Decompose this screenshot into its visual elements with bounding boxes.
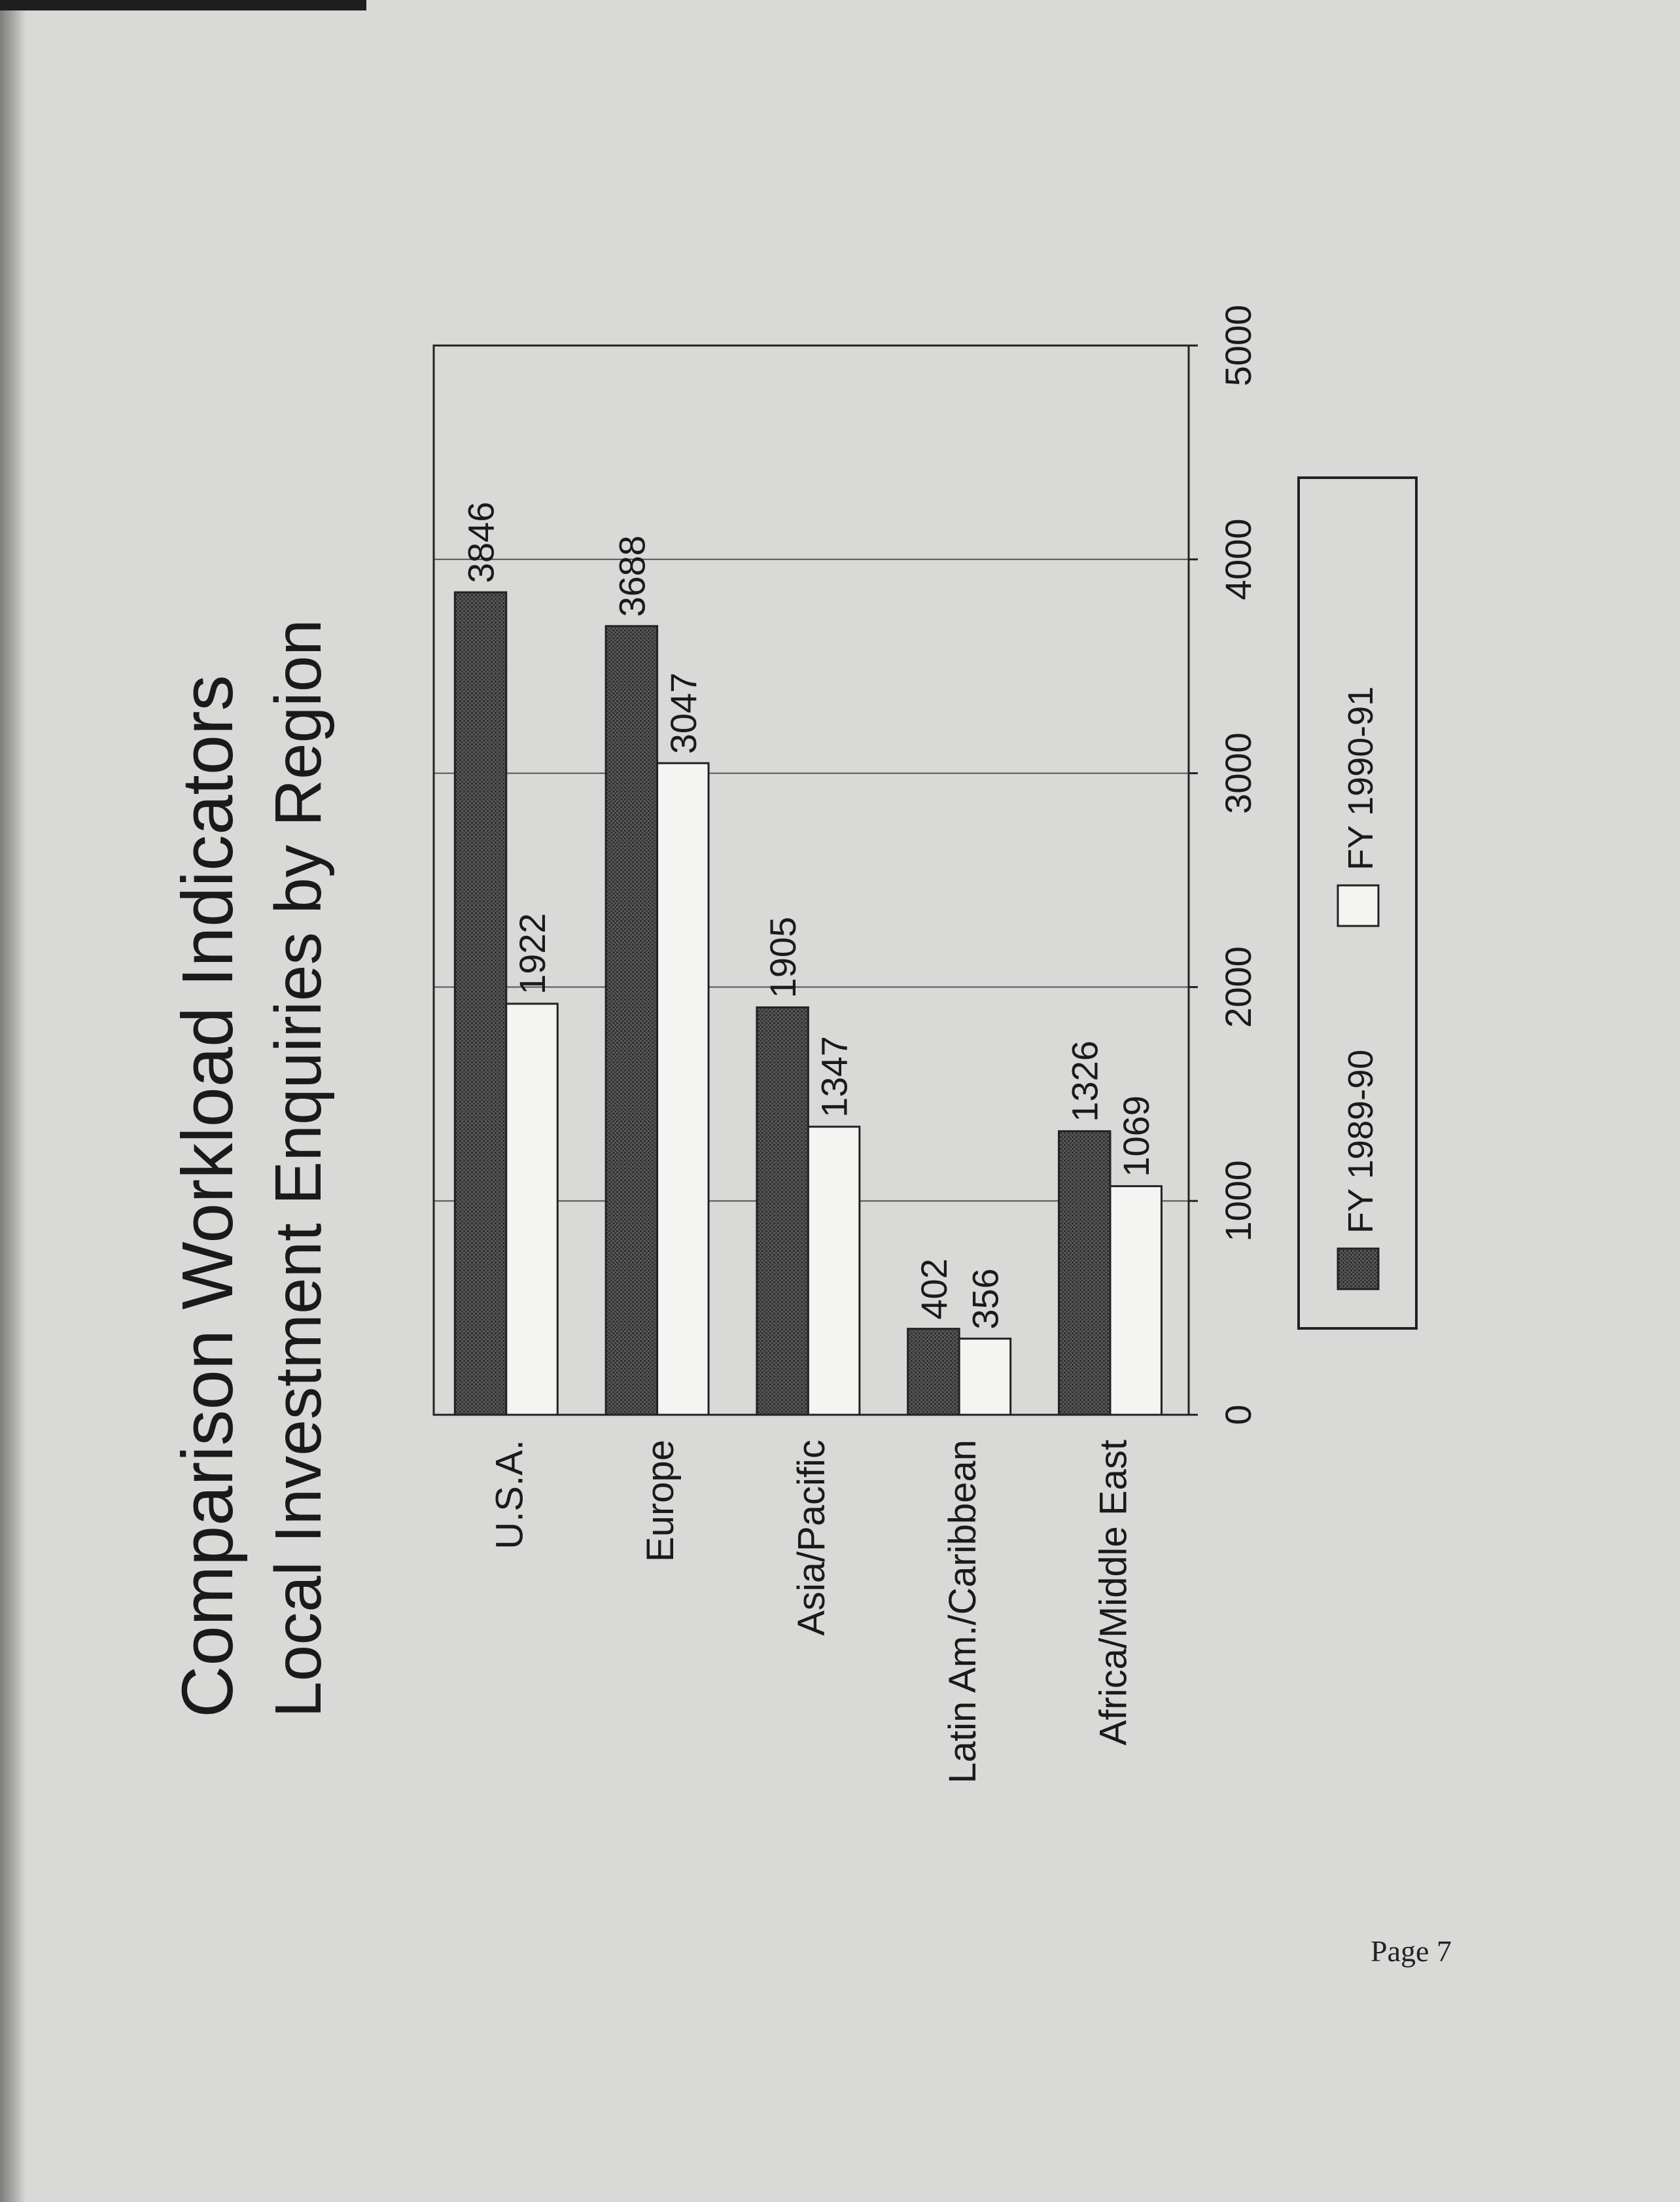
legend-swatch-fy-1989-90 bbox=[1338, 1249, 1378, 1289]
category-label-u-s-a: U.S.A. bbox=[488, 1440, 531, 1550]
value-label-asia-pacific-fy-1989-90: 1905 bbox=[762, 916, 804, 999]
x-tick-label-1000: 1000 bbox=[1217, 1160, 1259, 1242]
bar-africa-middle-east-fy-1989-90 bbox=[1059, 1131, 1110, 1415]
bar-europe-fy-1990-91 bbox=[657, 763, 709, 1415]
x-tick-labels bbox=[1189, 305, 1259, 1425]
chart-subtitle: Local Investment Enquiries by Region bbox=[262, 619, 335, 1718]
bar-africa-middle-east-fy-1990-91 bbox=[1110, 1186, 1161, 1415]
legend-swatch-fy-1990-91 bbox=[1338, 885, 1378, 926]
value-label-u-s-a-fy-1989-90: 3846 bbox=[460, 501, 502, 584]
legend-label-fy-1990-91: FY 1990-91 bbox=[1341, 686, 1380, 870]
page-number: Page 7 bbox=[1371, 1934, 1452, 1968]
value-label-europe-fy-1989-90: 3688 bbox=[611, 535, 653, 617]
value-label-africa-middle-east-fy-1990-91: 1069 bbox=[1115, 1095, 1157, 1177]
legend-label-fy-1989-90: FY 1989-90 bbox=[1341, 1049, 1380, 1234]
x-tick-label-3000: 3000 bbox=[1217, 732, 1259, 814]
bar-latin-am-caribbean-fy-1990-91 bbox=[959, 1339, 1010, 1415]
x-tick-label-0: 0 bbox=[1217, 1404, 1259, 1425]
category-label-europe: Europe bbox=[639, 1440, 682, 1563]
x-tick-label-5000: 5000 bbox=[1217, 304, 1259, 387]
x-tick-label-2000: 2000 bbox=[1217, 946, 1259, 1028]
value-label-u-s-a-fy-1990-91: 1922 bbox=[512, 913, 553, 995]
value-label-asia-pacific-fy-1990-91: 1347 bbox=[813, 1036, 855, 1118]
category-label-latin-am-caribbean: Latin Am./Caribbean bbox=[941, 1440, 984, 1784]
value-label-latin-am-caribbean-fy-1990-91: 356 bbox=[964, 1268, 1006, 1330]
legend bbox=[1299, 478, 1416, 1328]
bar-u-s-a-fy-1989-90 bbox=[455, 592, 506, 1415]
value-label-latin-am-caribbean-fy-1989-90: 402 bbox=[913, 1258, 954, 1320]
bar-u-s-a-fy-1990-91 bbox=[506, 1004, 557, 1415]
chart-title: Comparison Workload Indicators bbox=[167, 675, 248, 1718]
category-label-africa-middle-east: Africa/Middle East bbox=[1092, 1440, 1135, 1746]
bar-latin-am-caribbean-fy-1989-90 bbox=[908, 1329, 959, 1415]
value-label-africa-middle-east-fy-1989-90: 1326 bbox=[1064, 1040, 1106, 1122]
bar-europe-fy-1989-90 bbox=[606, 626, 657, 1415]
x-tick-label-4000: 4000 bbox=[1217, 518, 1259, 601]
category-labels bbox=[488, 1440, 1134, 1784]
bar-asia-pacific-fy-1990-91 bbox=[808, 1127, 859, 1415]
bars bbox=[455, 592, 1161, 1415]
bar-asia-pacific-fy-1989-90 bbox=[757, 1007, 808, 1415]
category-label-asia-pacific: Asia/Pacific bbox=[790, 1440, 833, 1636]
value-label-europe-fy-1990-91: 3047 bbox=[662, 672, 704, 755]
